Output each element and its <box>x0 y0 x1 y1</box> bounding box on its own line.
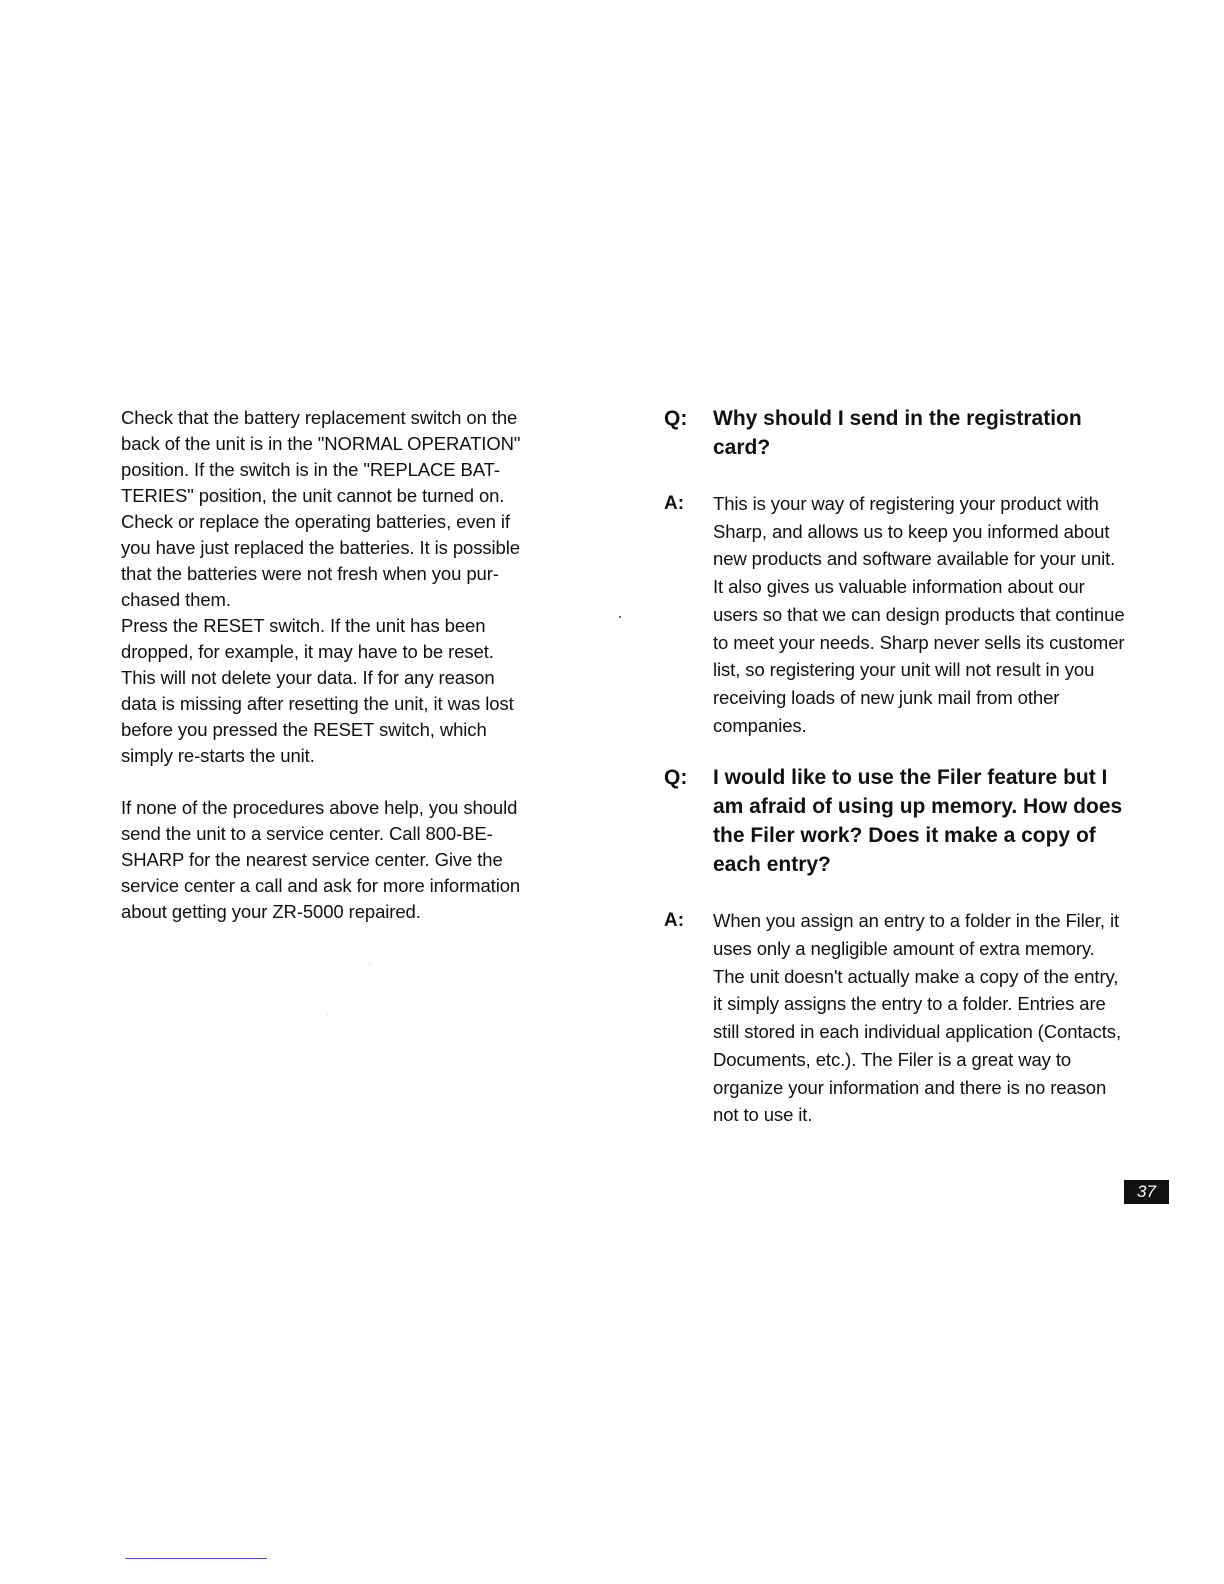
text-line: Press the RESET switch. If the unit has been <box>121 615 486 636</box>
text-line: dropped, for example, it may have to be reset. <box>121 641 494 662</box>
faq-answer-1 <box>664 490 1174 739</box>
question-line: each entry? <box>713 853 831 877</box>
text-line: simply re-starts the unit. <box>121 745 315 766</box>
text-line: position. If the switch is in the "REPLACE BAT- <box>121 459 500 480</box>
answer-line: uses only a negligible amount of extra memory. <box>713 938 1095 960</box>
faq-question-2 <box>664 763 1174 879</box>
answer-line: organize your information and there is no reason <box>713 1076 1107 1098</box>
faq-answer-2 <box>664 907 1174 1129</box>
answer-line: The unit doesn't actually make a copy of the entry, <box>713 965 1119 987</box>
answer-line: receiving loads of new junk mail from other <box>713 686 1060 708</box>
page-number-badge: 37 <box>1124 1180 1169 1204</box>
question-label: Q: <box>664 766 688 790</box>
answer-line: not to use it. <box>713 1104 813 1126</box>
answer-line: companies. <box>713 714 807 736</box>
text-line: TERIES" position, the unit cannot be turned on. <box>121 485 505 506</box>
text-line: about getting your ZR-5000 repaired. <box>121 901 421 922</box>
answer-line: list, so registering your unit will not result in you <box>713 659 1095 681</box>
paragraph-battery-reset <box>121 405 561 769</box>
answer-line: Sharp, and allows us to keep you informed about <box>713 520 1110 542</box>
troubleshooting-text <box>121 405 561 925</box>
text-line: that the batteries were not fresh when you pur- <box>121 563 499 584</box>
answer-label: A: <box>664 910 685 932</box>
scan-speck <box>619 616 621 618</box>
answer-line: it simply assigns the entry to a folder. Entries are <box>713 993 1106 1015</box>
answer-line: users so that we can design products that continue <box>713 603 1125 625</box>
paragraph-service-center <box>121 795 561 925</box>
question-line: am afraid of using up memory. How does <box>713 795 1123 819</box>
text-line: data is missing after resetting the unit, it was lost <box>121 693 514 714</box>
question-line: the Filer work? Does it make a copy of <box>713 824 1096 848</box>
faq-section <box>664 404 1174 1129</box>
scan-speck <box>369 963 370 964</box>
faq-question-1 <box>664 404 1174 462</box>
paragraph-spacer <box>121 769 561 795</box>
text-line: Check that the battery replacement switch on the <box>121 407 518 428</box>
answer-line: It also gives us valuable information about our <box>713 576 1085 598</box>
text-line: back of the unit is in the "NORMAL OPERATION" <box>121 433 521 454</box>
text-line: If none of the procedures above help, you should <box>121 797 518 818</box>
text-line: send the unit to a service center. Call 800-BE- <box>121 823 493 844</box>
text-line: chased them. <box>121 589 231 610</box>
question-label: Q: <box>664 407 688 430</box>
text-line: you have just replaced the batteries. It is possible <box>121 537 520 558</box>
question-line: I would like to use the Filer feature but I <box>713 766 1108 790</box>
text-line: service center a call and ask for more information <box>121 875 521 896</box>
question-line: card? <box>713 436 771 459</box>
text-line: This will not delete your data. If for any reason <box>121 667 495 688</box>
footer-rule <box>125 1558 267 1559</box>
text-line: before you pressed the RESET switch, which <box>121 719 487 740</box>
question-line: Why should I send in the registration <box>713 407 1082 430</box>
text-line: Check or replace the operating batteries, even if <box>121 511 510 532</box>
answer-label: A: <box>664 493 685 514</box>
scan-speck <box>327 1014 328 1015</box>
answer-line: still stored in each individual application (Contacts, <box>713 1021 1121 1043</box>
answer-line: When you assign an entry to a folder in the Filer, it <box>713 910 1120 932</box>
text-line: SHARP for the nearest service center. Give the <box>121 849 503 870</box>
answer-line: new products and software available for your unit. <box>713 548 1116 570</box>
answer-line: to meet your needs. Sharp never sells its customer <box>713 631 1125 653</box>
answer-line: This is your way of registering your product with <box>713 493 1099 514</box>
answer-line: Documents, etc.). The Filer is a great way to <box>713 1048 1072 1070</box>
